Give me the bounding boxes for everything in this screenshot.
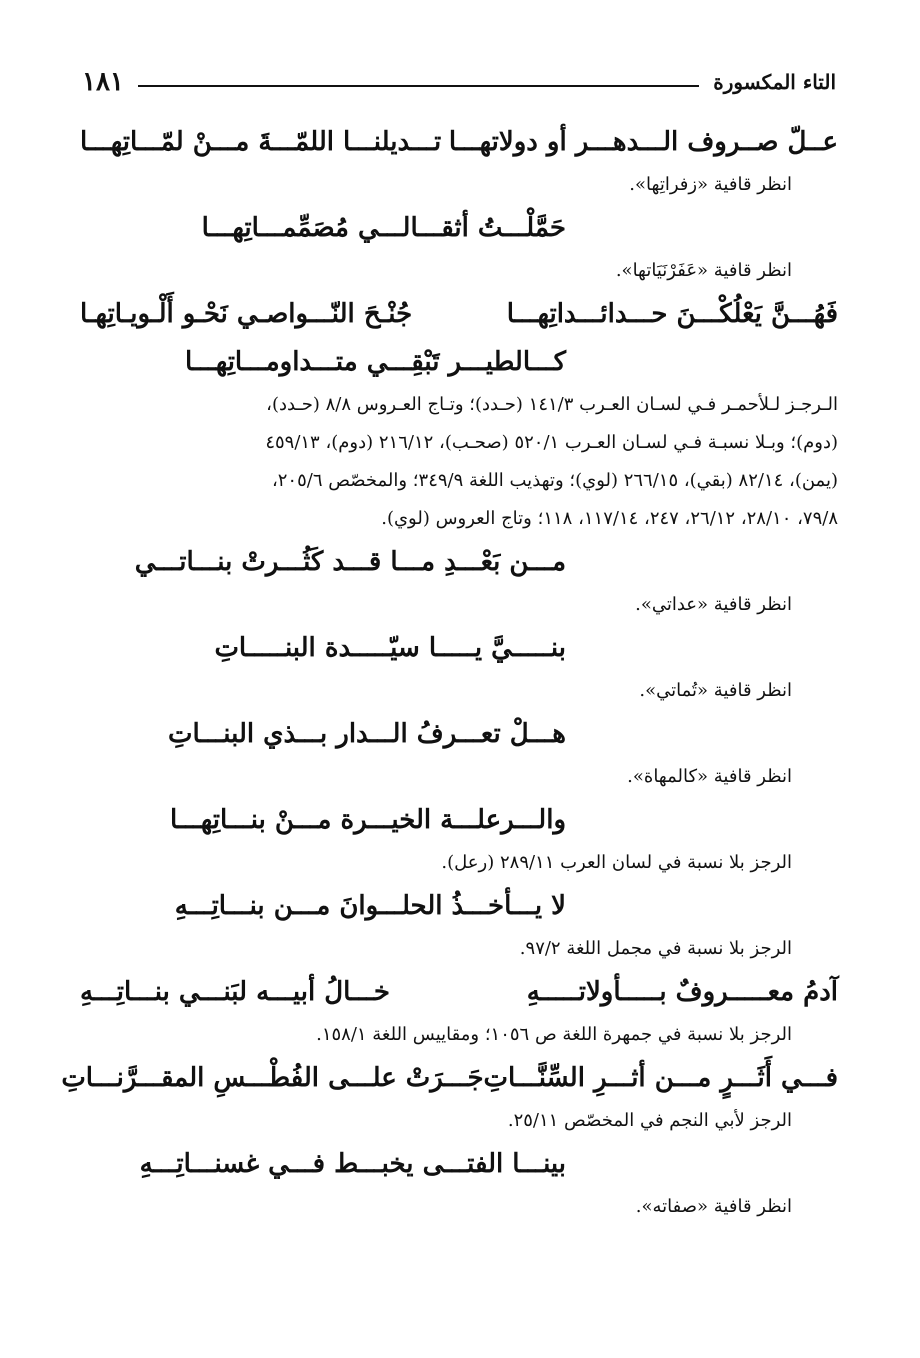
verse-line [80,968,838,1016]
verse-line [80,118,838,166]
verse-line: مـــن بَعْـــدِ مـــا قـــد كَثُـــرتْ بنـــاتـــي [134,547,566,577]
verse-line: بنـــــيَّ يـــــا سيّـــــدة البنـــــاتِ [214,633,566,663]
source-reference: انظر قافية «تُماتي». [639,680,792,701]
verse-line [80,290,838,338]
source-note-line: الـرجـز لـلأحمـر فـي لسـان العـرب ١٤١/٣ (حـدد)؛ وتـاج العـروس ٨/٨ (حـدد)، [266,394,838,415]
verse-line: لا يـــأخـــذُ الحلـــوانَ مـــن بنـــاتِـــهِ [174,891,566,921]
verse-line: هـــلْ تعـــرفُ الـــدار بـــذي البنـــاتِ [168,719,566,749]
page-body [61,118,838,1226]
source-note-line: ٧٩/٨، ٢٨/١٠، ٢٦/١٢، ٢٤٧، ١١٧/١٤، ١١٨؛ وتاج العروس (لوي). [381,508,838,529]
source-reference: انظر قافية «كالمهاة». [627,766,792,787]
running-header [82,62,836,102]
source-reference: الرجز بلا نسبة في لسان العرب ٢٨٩/١١ (رعل). [441,852,792,873]
verse-line: بينـــا الفتـــى يخبـــط فـــي غسنـــاتِـــهِ [139,1149,566,1179]
verse-second-hemistich: جُنْـحَ النّـــواصـي نَحْـو أَلْـويـاتِهـا [80,299,413,329]
verse-second-hemistich: خـــالُ أبيـــه لبَنـــي بنـــاتِـــهِ [80,977,391,1007]
verse-second-hemistich: تـــديلنـــا اللمّـــةَ مـــنْ لمّـــاتِهـــا [80,127,442,157]
source-reference: انظر قافية «عَفَرْنَيَاتها». [615,260,792,281]
verse-second-hemistich: جَـــرَتْ علـــى الفُطْـــسِ المقـــرَّنـــاتِ [61,1063,484,1093]
source-reference: انظر قافية «زفراتِها». [629,174,792,195]
verse-first-hemistich: فَهُـــنَّ يَعْلُكْـــنَ حـــدائـــداتِهـــا [506,299,838,329]
verse-line: حَمَّلْـــتُ أثقـــالـــي مُصَمِّمـــاتِهـــا [201,213,566,243]
source-note-line: (يمن)، ٨٢/١٤ (بقي)، ٢٦٦/١٥ (لوي)؛ وتهذيب اللغة ٣٤٩/٩؛ والمخصّص ٢٠٥/٦، [271,470,838,491]
verse-first-hemistich: عــلّ صــروف الـــدهـــر أو دولاتهـــا [448,127,838,157]
verse-first-hemistich: آدمُ معـــــروفٌ بـــــأولاتـــــهِ [526,977,838,1007]
source-reference: الرجز لأبي النجم في المخصّص ٢٥/١١. [507,1110,792,1131]
source-reference: الرجز بلا نسبة في جمهرة اللغة ص ١٠٥٦؛ ومقاييس اللغة ١٥٨/١. [316,1024,792,1045]
page-number: ١٨١ [82,67,124,97]
source-reference: انظر قافية «عداتي». [635,594,792,615]
source-reference: انظر قافية «صفاته». [635,1196,792,1217]
source-note [80,386,838,538]
verse-line: كـــالطيـــر تَبْقِـــي متـــداومـــاتِهـــا [184,347,566,377]
verse-line: والـــرعلـــة الخيـــرة مـــنْ بنـــاتِهـــا [170,805,566,835]
chapter-title: التاء المكسورة [713,70,836,94]
source-note-line: (دوم)؛ وبـلا نسبـة فـي لسـان العـرب ٥٢٠/١ (صحـب)، ٢١٦/١٢ (دوم)، ٤٥٩/١٣ [265,432,838,453]
verse-line [61,1054,838,1102]
header-rule [138,85,699,87]
verse-first-hemistich: فـــي أَثَـــرٍ مـــن أثـــرِ السِّنَّـــاتِ [483,1063,838,1093]
source-reference: الرجز بلا نسبة في مجمل اللغة ٩٧/٢. [519,938,792,959]
